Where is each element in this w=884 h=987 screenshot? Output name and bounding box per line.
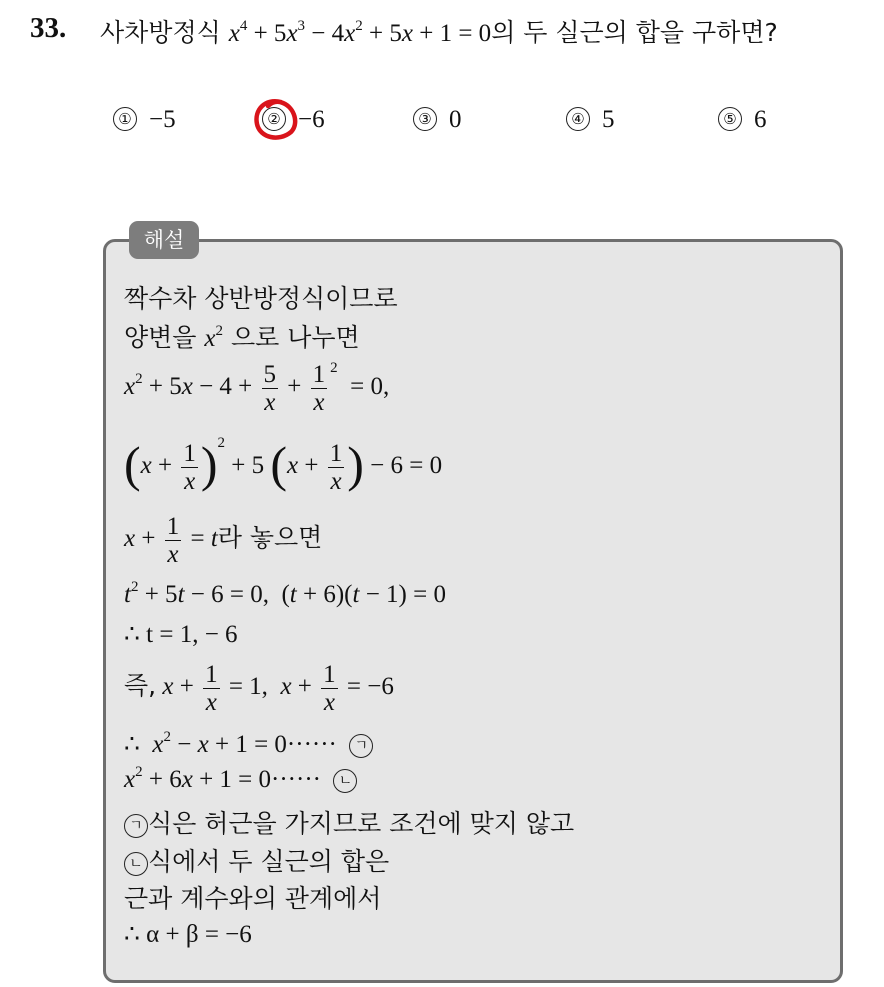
- solution-line-12: [124, 842, 389, 878]
- solution-line-2: 양변을 $x^2$ 으로 나누면: [124, 323, 360, 352]
- solution-line-11: [124, 804, 574, 840]
- line5-text: 라 놓으면: [217, 523, 323, 553]
- choice-value: 0: [449, 106, 462, 133]
- choice-4[interactable]: [566, 105, 615, 134]
- circle-label-1: ㄱ: [349, 734, 373, 758]
- answer-mark-circle: [251, 96, 301, 144]
- solution-line-5: x + $\frac{1}{x}$ = t라 놓으면: [124, 513, 323, 568]
- line8-prefix: 즉,: [124, 671, 157, 701]
- choice-5[interactable]: [718, 105, 767, 134]
- question-number: 33.: [30, 12, 67, 44]
- choice-value: 6: [754, 106, 767, 133]
- line11-text: 식은 허근을 가지므로 조건에 맞지 않고: [148, 809, 575, 838]
- choice-1[interactable]: [113, 105, 176, 134]
- solution-line-13: 근과 계수와의 관계에서: [124, 884, 382, 913]
- choice-value: −5: [149, 106, 176, 133]
- solution-line-7: ∴ t = 1, − 6: [124, 621, 238, 648]
- choice-value: −6: [298, 106, 325, 133]
- line2-text-b: 으로 나누면: [230, 323, 360, 352]
- choice-3[interactable]: [413, 105, 462, 134]
- solution-line-9: ∴ $x^2 - x + 1 = 0\cdot\cdot\cdot\cdot\cdot\cdot$ ㄱ: [124, 729, 373, 759]
- choice-number: ③: [413, 107, 437, 131]
- solution-tag: 해설: [129, 221, 199, 259]
- circle-label-2: ㄴ: [124, 852, 148, 876]
- question-equation: $x^4 + 5x^3 - 4x^2 + 5x + 1 = 0$: [228, 18, 492, 47]
- circle-label-1: ㄱ: [124, 814, 148, 838]
- solution-line-8: 즉, x + $\frac{1}{x}$ = 1, x + $\frac{1}{x}$ = −6: [124, 661, 394, 716]
- question-text: [100, 13, 778, 49]
- solution-line-1: 짝수차 상반방정식이므로: [124, 284, 398, 313]
- choice-value: 5: [602, 106, 615, 133]
- question-prefix: 사차방정식: [100, 18, 221, 47]
- solution-line-10: $x^2 + 6x + 1 = 0\cdot\cdot\cdot\cdot\cdot\cdot$ ㄴ: [124, 766, 357, 794]
- solution-line-14: ∴ α + β = −6: [124, 921, 252, 948]
- choice-number: ⑤: [718, 107, 742, 131]
- solution-line-4: (x + $\frac{1}{x}$ )$^2$ + 5 (x + $\frac{1}{x}$ ) − 6 = 0: [124, 435, 443, 495]
- circle-label-2: ㄴ: [333, 769, 357, 793]
- line2-text-a: 양변을: [124, 323, 197, 352]
- choice-number: ④: [566, 107, 590, 131]
- line12-text: 식에서 두 실근의 합은: [148, 847, 390, 876]
- choice-number: ②: [262, 107, 286, 131]
- choice-number: ①: [113, 107, 137, 131]
- solution-line-6: $t^2 + 5t - 6 = 0$, (t + 6)(t − 1) = 0: [124, 579, 446, 608]
- solution-line-3: $x^2 + 5x - 4$ + $\frac{5}{x}$ + $\frac{1}{x}$ $^2$ = 0,: [124, 360, 390, 416]
- question-suffix: 의 두 실근의 합을 구하면?: [491, 18, 778, 47]
